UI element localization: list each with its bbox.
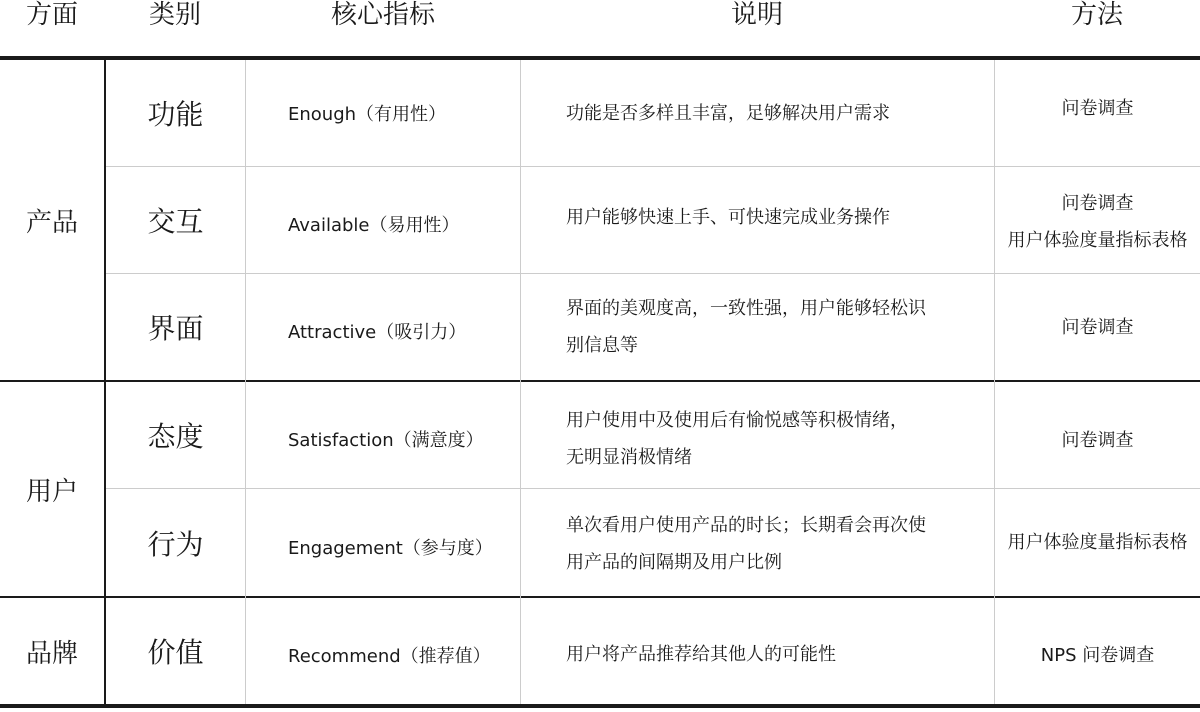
method-line: 用户体验度量指标表格: [1007, 532, 1188, 553]
aspect-cell: 用户: [25, 476, 78, 507]
description-line: 别信息等: [566, 335, 638, 356]
column-divider: [520, 60, 521, 704]
method-line: 问卷调查: [1061, 429, 1134, 451]
description-cell: [566, 167, 966, 267]
indicator-cell: Attractive（吸引力）: [288, 322, 467, 343]
method-cell: [995, 382, 1200, 498]
method-line: 问卷调查: [1061, 316, 1134, 338]
method-cell: [995, 167, 1200, 277]
column-divider: [245, 60, 246, 704]
description-line: 用户能够快速上手、可快速完成业务操作: [566, 206, 890, 228]
category-cell: 功能: [147, 98, 204, 131]
category-cell: 行为: [147, 527, 204, 561]
description-line: 用产品的间隔期及用户比例: [566, 552, 782, 573]
description-cell: [566, 489, 966, 599]
method-cell: [995, 274, 1200, 380]
description-cell: [566, 274, 966, 380]
description-line: 界面的美观度高，一致性强，用户能够轻松识: [566, 298, 926, 319]
method-line: NPS 问卷调查: [1040, 644, 1155, 666]
method-line: 用户体验度量指标表格: [1007, 230, 1188, 251]
method-line: 问卷调查: [1061, 97, 1134, 119]
indicator-cell: Enough（有用性）: [288, 104, 447, 125]
description-cell: [566, 598, 966, 710]
indicator-cell: Recommend（推荐值）: [288, 646, 491, 667]
description-line: 功能是否多样且丰富，足够解决用户需求: [566, 102, 890, 124]
description-cell: [566, 60, 966, 166]
header-method: 方法: [1070, 0, 1123, 30]
description-line: 单次看用户使用产品的时长；长期看会再次使: [566, 515, 926, 536]
category-cell: 界面: [147, 312, 204, 345]
category-cell: 价值: [147, 636, 204, 669]
method-cell: [995, 60, 1200, 156]
method-cell: [995, 598, 1200, 712]
category-cell: 态度: [147, 420, 204, 453]
description-line: 无明显消极情绪: [566, 447, 692, 468]
method-line: 问卷调查: [1061, 193, 1134, 214]
method-cell: [995, 489, 1200, 596]
header-aspect: 方面: [25, 0, 78, 30]
description-line: 用户使用中及使用后有愉悦感等积极情绪，: [566, 410, 908, 431]
aspect-cell: 品牌: [25, 638, 78, 669]
header-description: 说明: [730, 0, 783, 30]
header-category: 类别: [148, 0, 201, 30]
header-indicator: 核心指标: [330, 0, 435, 30]
indicator-cell: Satisfaction（满意度）: [288, 430, 484, 451]
indicator-cell: Available（易用性）: [288, 215, 460, 236]
indicator-cell: Engagement（参与度）: [288, 537, 493, 559]
category-cell: 交互: [147, 205, 204, 238]
aspect-cell: 产品: [25, 207, 78, 238]
description-line: 用户将产品推荐给其他人的可能性: [566, 643, 836, 665]
description-cell: [566, 382, 966, 496]
